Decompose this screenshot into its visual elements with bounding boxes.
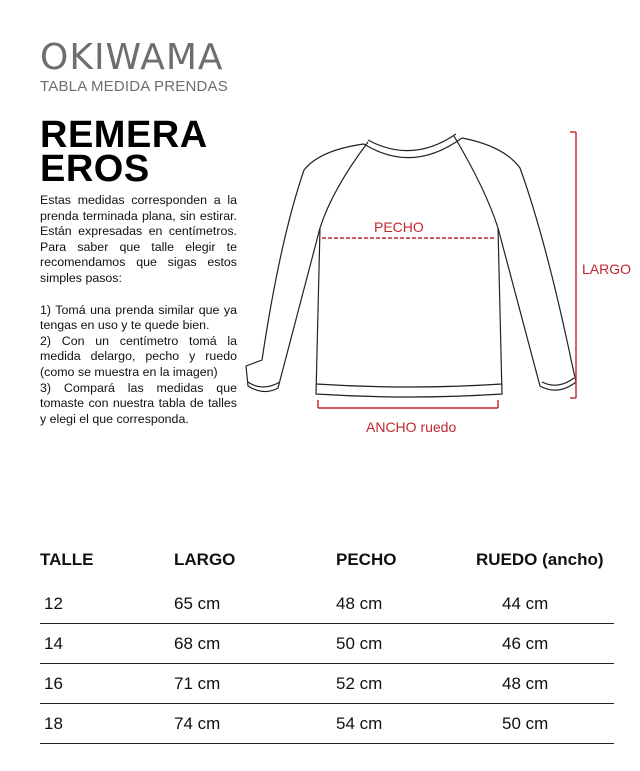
instructions-step-3: 3) Compará las medidas que tomaste con nuestra tabla de talles y elegi el que corresponda.	[40, 380, 237, 426]
brand-header	[40, 37, 228, 95]
brand-subtitle: TABLA MEDIDA PRENDAS	[40, 78, 228, 95]
brand-logo: OKIWAMA	[40, 37, 224, 78]
cell-hem: 46 cm	[476, 624, 614, 664]
size-table	[40, 542, 614, 744]
cell-hem: 50 cm	[476, 704, 614, 744]
header-hem: RUEDO (ancho)	[476, 550, 604, 569]
table-row	[40, 624, 614, 664]
header-size: TALLE	[40, 550, 94, 569]
instructions-step-1: 1) Tomá una prenda similar que ya tengas en uso y te quede bien.	[40, 302, 237, 333]
cell-size: 14	[40, 624, 174, 664]
header-length: LARGO	[174, 550, 236, 569]
cell-chest: 54 cm	[336, 704, 476, 744]
cell-chest: 52 cm	[336, 664, 476, 704]
cell-chest: 50 cm	[336, 624, 476, 664]
hem-label: ANCHO ruedo	[366, 419, 457, 435]
garment-diagram	[240, 120, 640, 450]
product-title	[40, 114, 208, 190]
product-title-line2: EROS	[40, 148, 150, 190]
cell-hem: 44 cm	[476, 584, 614, 624]
table-row	[40, 704, 614, 744]
cell-chest: 48 cm	[336, 584, 476, 624]
size-table-header	[40, 542, 614, 584]
chest-label: PECHO	[374, 219, 424, 235]
shirt-outline	[246, 134, 576, 397]
table-row	[40, 584, 614, 624]
cell-hem: 48 cm	[476, 664, 614, 704]
cell-length: 71 cm	[174, 664, 336, 704]
instructions-intro: Estas medidas corresponden a la prenda terminada plana, sin estirar. Están expresadas en centímetros. Para saber que talle elegir te recomendamos que sigas estos simples pasos:	[40, 193, 237, 285]
length-label: LARGO	[582, 261, 632, 277]
instructions-step-2: 2) Con un centímetro tomá la medida delargo, pecho y ruedo (como se muestra en la imagen)	[40, 333, 237, 379]
cell-size: 16	[40, 664, 174, 704]
cell-size: 18	[40, 704, 174, 744]
cell-length: 65 cm	[174, 584, 336, 624]
header-chest: PECHO	[336, 550, 397, 569]
cell-length: 74 cm	[174, 704, 336, 744]
cell-length: 68 cm	[174, 624, 336, 664]
measurement-instructions	[40, 193, 237, 427]
product-title-line1: REMERA	[40, 114, 208, 156]
cell-size: 12	[40, 584, 174, 624]
table-row	[40, 664, 614, 704]
